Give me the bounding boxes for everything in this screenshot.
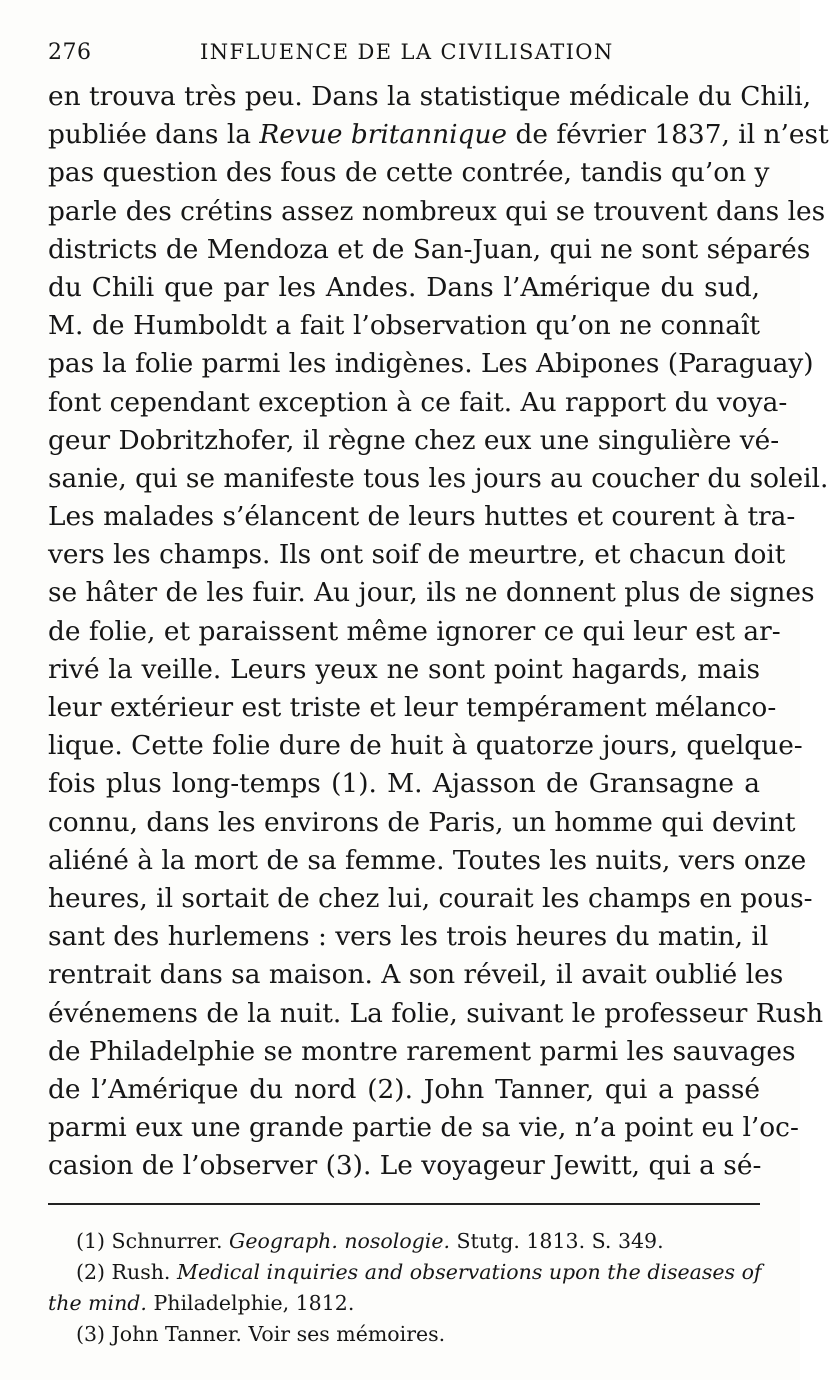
text-line: M. de Humboldt a fait l’observation qu’on ne connaît (48, 310, 760, 342)
footnote-2 (48, 1257, 760, 1288)
footnote-2-continued (48, 1288, 760, 1319)
text-line: sant des hurlemens : vers les trois heures du matin, il (48, 921, 769, 953)
text-line: Les malades s’élancent de leurs huttes et courent à tra- (48, 501, 796, 533)
footnote-1 (48, 1226, 760, 1257)
footnote-3 (48, 1319, 760, 1350)
text-line: du Chili que par les Andes. Dans l’Amérique du sud, (48, 271, 760, 303)
text-line: districts de Mendoza et de San-Juan, qui ne sont séparés (48, 233, 811, 265)
text-line: de l’Amérique du nord (2). John Tanner, qui a passé (48, 1073, 760, 1105)
text-line: connu, dans les environs de Paris, un homme qui devint (48, 806, 796, 838)
footnote-text: (3) John Tanner. Voir ses mémoires. (76, 1322, 446, 1346)
text-line: lique. Cette folie dure de huit à quatorze jours, quelque- (48, 730, 803, 762)
text-line: leur extérieur est triste et leur tempérament mélanco- (48, 692, 777, 723)
text-line: de folie, et paraissent même ignorer ce qui leur est ar- (48, 615, 781, 647)
italic-title: Revue britannique (259, 119, 508, 151)
text-line: sanie, qui se manifeste tous les jours au coucher du soleil. (48, 462, 829, 494)
text-line: rivé la veille. Leurs yeux ne sont point hagards, mais (48, 653, 760, 685)
footnote-text: Stutg. 1813. S. 349. (450, 1229, 664, 1253)
footnote-italic: Medical inquiries and observations upon the diseases of (176, 1260, 762, 1284)
text-line: fois plus long-temps (1). M. Ajasson de Gransagne a (48, 768, 760, 800)
text-line: se hâter de les fuir. Au jour, ils ne donnent plus de signes (48, 577, 815, 609)
text-line: rentrait dans sa maison. A son réveil, il avait oublié les (48, 959, 784, 991)
text-line: casion de l’observer (3). Le voyageur Jewitt, qui a sé- (48, 1150, 762, 1182)
text-line: événemens de la nuit. La folie, suivant le professeur Rush (48, 997, 824, 1029)
text-line: aliéné à la mort de sa femme. Toutes les nuits, vers onze (48, 844, 807, 876)
footnote-divider (48, 1203, 760, 1205)
footnote-italic: the mind. (48, 1291, 147, 1315)
text-line: heures, il sortait de chez lui, courait les champs en pous- (48, 882, 813, 914)
running-title: INFLUENCE DE LA CIVILISATION (200, 40, 614, 64)
text-line: pas question des fous de cette contrée, tandis qu’on y (48, 157, 770, 189)
text-segment: publiée dans la (48, 119, 260, 151)
footnotes (48, 1226, 760, 1350)
footnote-text: (1) Schnurrer. (76, 1229, 229, 1253)
footnote-text: (2) Rush. (76, 1260, 177, 1284)
body-text (48, 78, 829, 1185)
footnote-italic: Geograph. nosologie. (229, 1229, 450, 1253)
footnote-text: Philadelphie, 1812. (146, 1291, 355, 1315)
text-line: font cependant exception à ce fait. Au rapport du voya- (48, 386, 788, 418)
text-line (48, 116, 829, 154)
text-line: pas la folie parmi les indigènes. Les Abipones (Paraguay) (48, 348, 814, 380)
text-line: de Philadelphie se montre rarement parmi les sauvages (48, 1035, 796, 1067)
text-line: en trouva très peu. Dans la statistique médicale du Chili, (48, 81, 812, 112)
page-number: 276 (48, 40, 92, 65)
text-line: parmi eux une grande partie de sa vie, n’a point eu l’oc- (48, 1112, 799, 1144)
text-line: vers les champs. Ils ont soif de meurtre, et chacun doit (48, 539, 786, 571)
text-line: geur Dobritzhofer, il règne chez eux une singulière vé- (48, 424, 780, 456)
text-segment: de février 1837, il n’est (507, 119, 829, 151)
page-header (48, 36, 758, 76)
text-line: parle des crétins assez nombreux qui se trouvent dans les (48, 195, 826, 227)
